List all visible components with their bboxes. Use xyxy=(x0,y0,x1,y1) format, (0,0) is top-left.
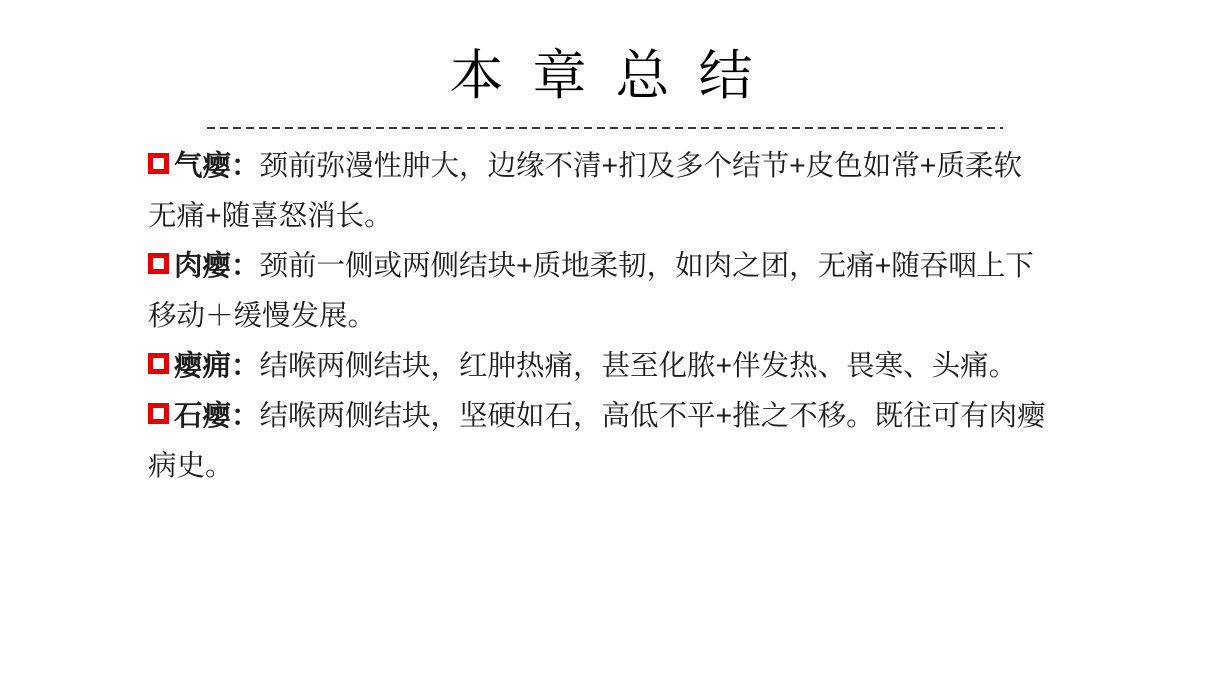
bullet-square-icon xyxy=(148,253,169,274)
bullet-square-icon xyxy=(148,403,169,424)
item-term: 气瘿： xyxy=(174,150,260,182)
item-text: 结喉两侧结块，坚硬如石，高低不平+推之不移。既往可有肉瘿 xyxy=(259,400,1046,432)
item-term: 肉瘿： xyxy=(174,250,260,282)
summary-line xyxy=(148,241,1078,291)
item-term: 瘿痈： xyxy=(174,350,260,382)
summary-line-continuation: 移动＋缓慢发展。 xyxy=(148,300,377,332)
bullet-square-icon xyxy=(148,353,169,374)
summary-line xyxy=(148,391,1078,441)
summary-list xyxy=(148,141,1078,491)
slide-title: 本 章 总 结 xyxy=(449,46,760,106)
bullet-square-icon xyxy=(148,153,169,174)
item-term: 石瘿： xyxy=(174,400,260,432)
summary-line-continuation: 病史。 xyxy=(148,450,234,482)
item-text: 结喉两侧结块，红肿热痛，甚至化脓+伴发热、畏寒、头痛。 xyxy=(259,350,1018,382)
item-text: 颈前弥漫性肿大，边缘不清+扪及多个结节+皮色如常+质柔软 xyxy=(259,150,1022,182)
summary-line xyxy=(148,141,1078,191)
summary-line-continuation: 无痛+随喜怒消长。 xyxy=(148,200,393,232)
item-text: 颈前一侧或两侧结块+质地柔韧，如肉之团，无痛+随吞咽上下 xyxy=(259,250,1034,282)
summary-line xyxy=(148,341,1078,391)
title-divider-dashed-line xyxy=(207,127,1003,129)
